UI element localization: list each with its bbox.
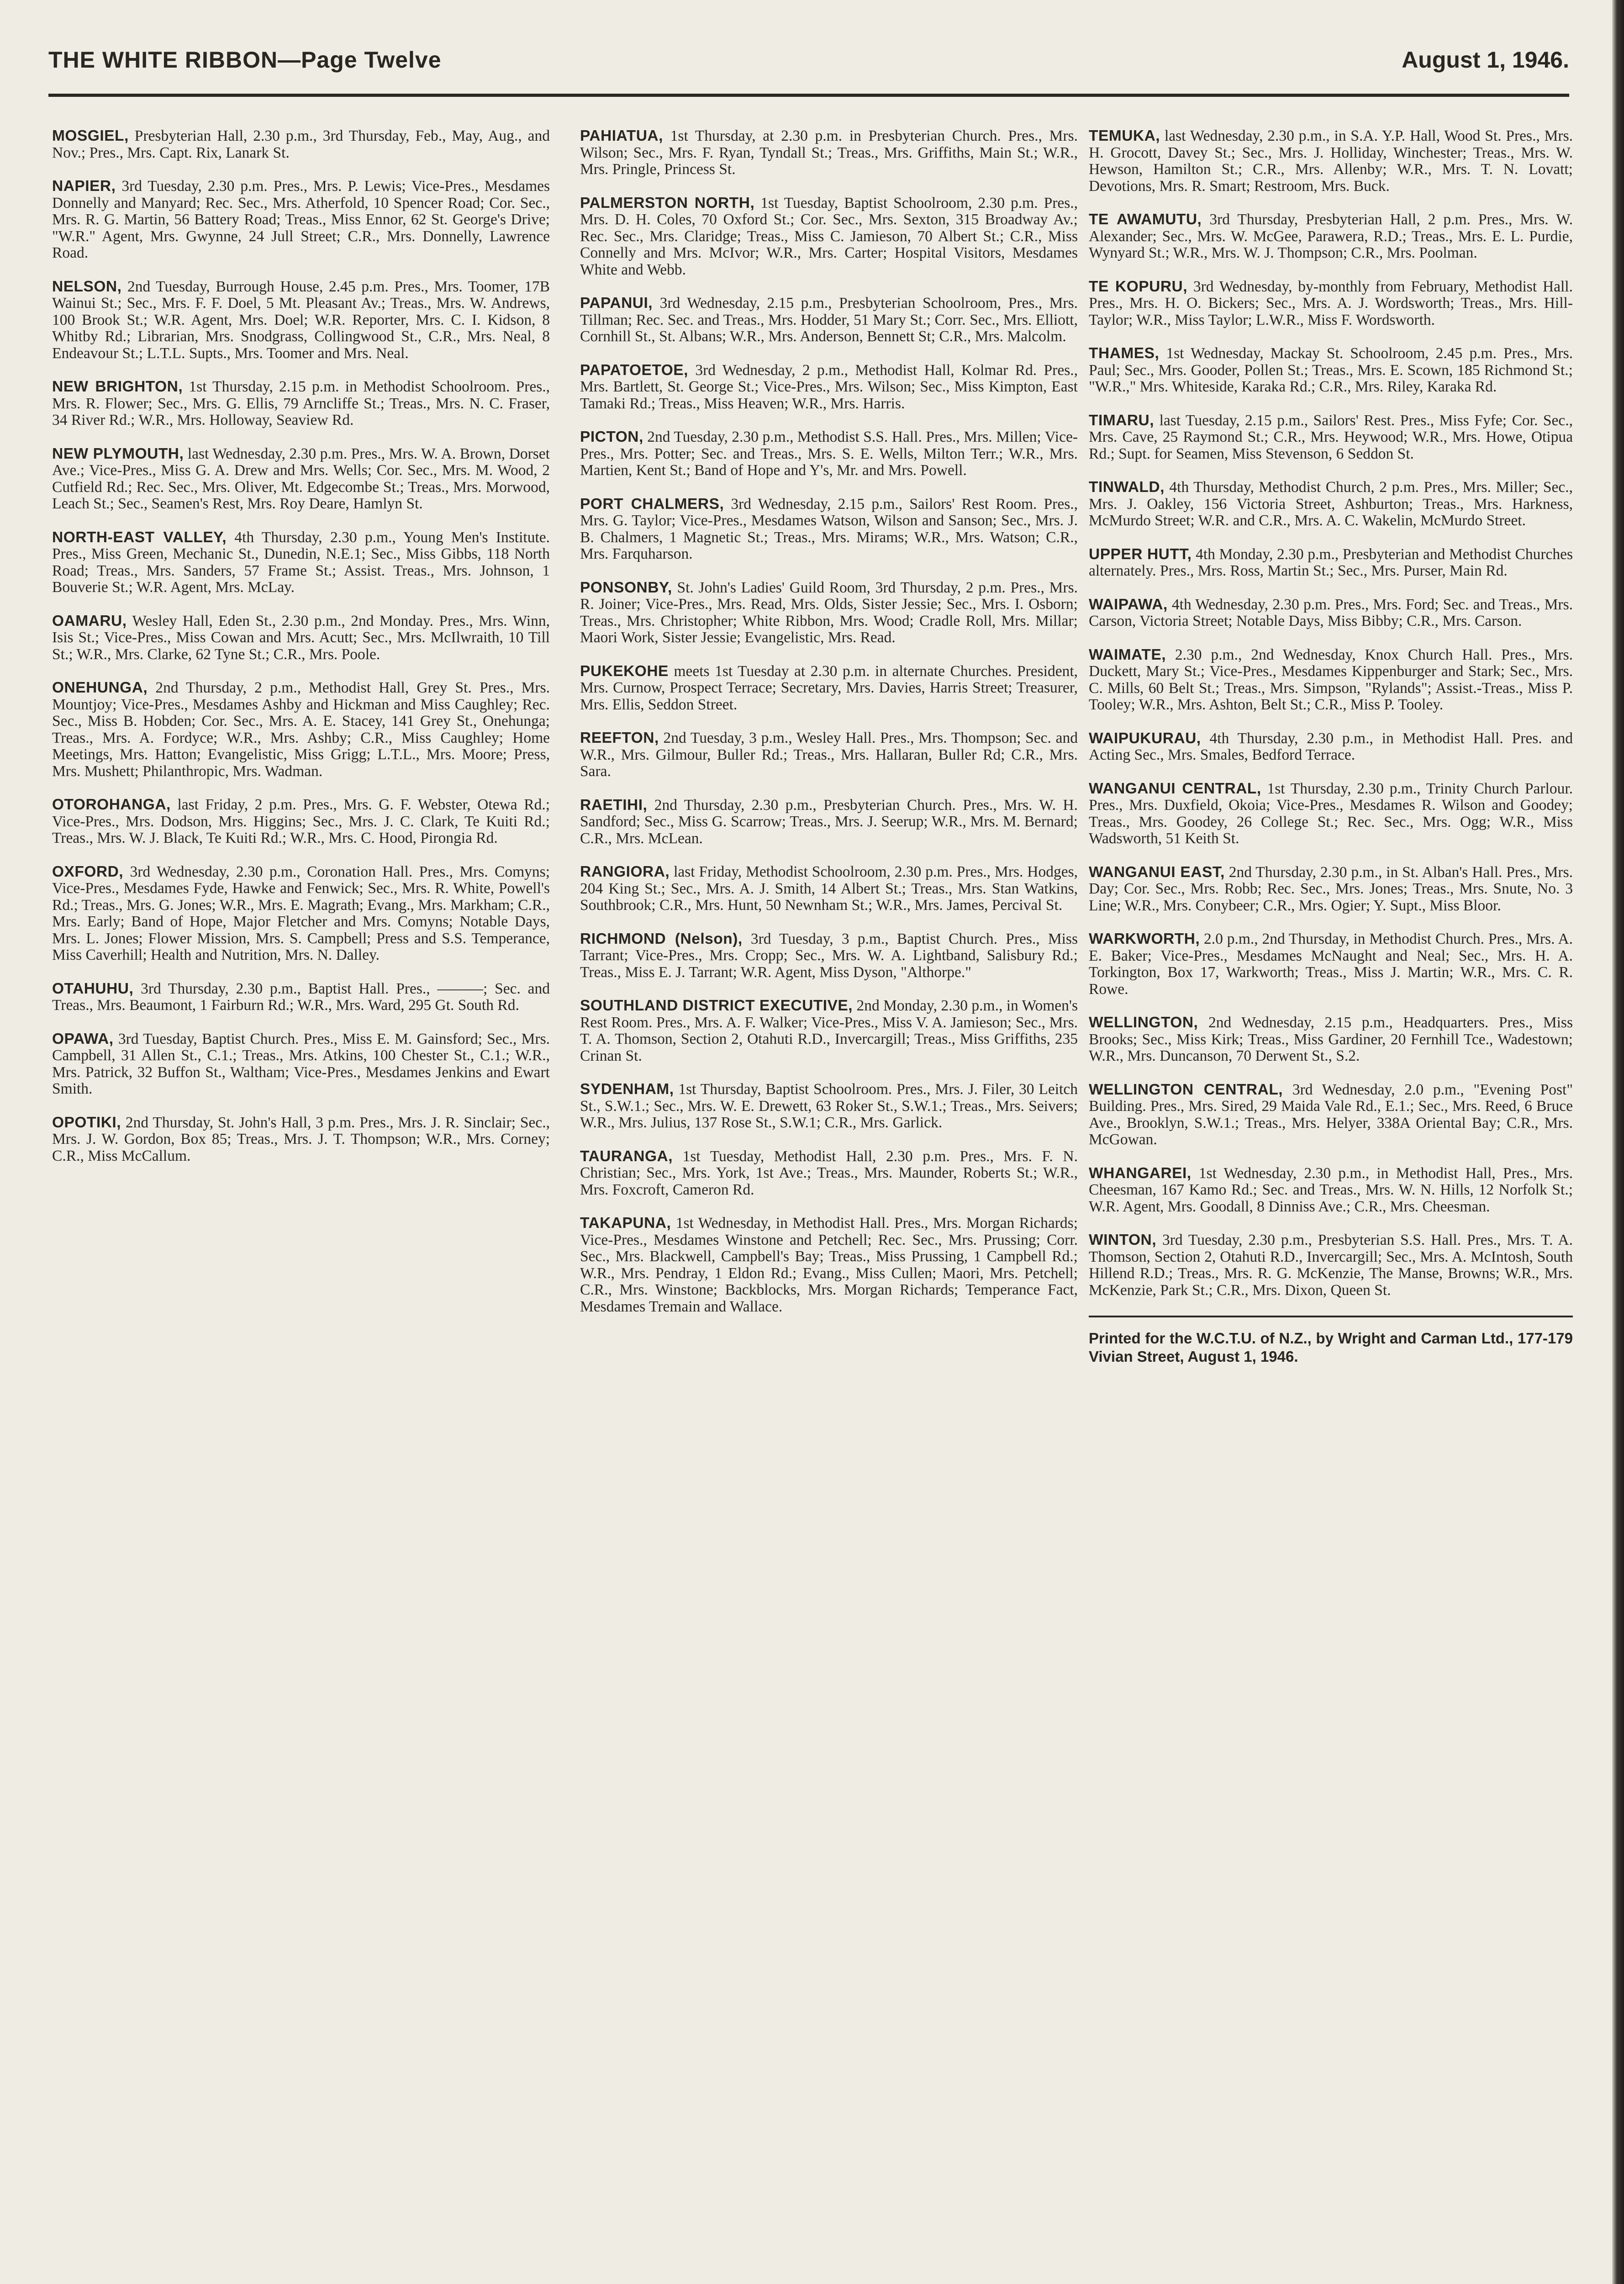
branch-details: 2nd Tuesday, 3 p.m., Wesley Hall. Pres., Mrs. Thompson; Sec. and W.R., Mrs. Gilmour, Buller Rd.; Treas., Mrs. Hallaran, Buller Rd; C.R., Mrs. Sara. — [580, 730, 1078, 780]
branch-name: NAPIER, — [52, 178, 116, 195]
printer-imprint: Printed for the W.C.T.U. of N.Z., by Wright and Carman Ltd., 177-179 Vivian Street, August 1, 1946. — [1089, 1330, 1573, 1365]
branch-details: 4th Thursday, 2.30 p.m., Young Men's Institute. Pres., Miss Green, Mechanic St., Dunedin, N.E.1; Sec., Miss Gibbs, 118 North Road; Treas., Mrs. Sanders, 57 Frame St.; Assist. Treas., Mrs. Johnson, 1 Bouverie St.; W.R. Agent, Mrs. McLay. — [52, 529, 550, 596]
branch-name: OPOTIKI, — [52, 1114, 121, 1131]
branch-details: last Wednesday, 2.30 p.m., in S.A. Y.P. Hall, Wood St. Pres., Mrs. H. Grocott, Davey St.; Sec., Mrs. J. Holliday, Winchester; Treas., Mrs. W. Hewson, Hamilton St.; C.R., Mrs. Allenby; W.R., Mrs. T. N. Lovatt; Devotions, Mrs. R. Smart; Restroom, Mrs. Buck. — [1089, 128, 1573, 195]
branch-entry — [52, 1031, 550, 1098]
branch-entry — [580, 663, 1078, 714]
branch-entry — [1089, 864, 1573, 915]
branch-name: OAMARU, — [52, 612, 127, 629]
branch-name: WANGANUI EAST, — [1089, 863, 1225, 881]
issue-date: August 1, 1946. — [1402, 47, 1569, 73]
branch-details: 3rd Tuesday, 2.30 p.m., Presbyterian S.S. Hall. Pres., Mrs. T. A. Thomson, Section 2, Otahuti R.D., Invercargill; Sec., Mrs. A. McIntosh, South Hillend R.D.; Treas., Mrs. R. G. McKenzie, The Manse, Browns; W.R., Mrs. McKenzie, Park St.; C.R., Mrs. Dixon, Queen St. — [1089, 1232, 1573, 1299]
branch-entry — [580, 1148, 1078, 1199]
branch-details: 2.30 p.m., 2nd Wednesday, Knox Church Hall. Pres., Mrs. Duckett, Mary St.; Vice-Pres., Mesdames Kippenburger and Stark; Sec., Mrs. C. Mills, 60 Belt St.; Treas., Mrs. Simpson, "Rylands"; Assist.-Treas., Miss P. Tooley; W.R., Mrs. Ashton, Belt St.; C.R., Miss P. Tooley. — [1089, 646, 1573, 713]
branch-details: 2nd Thursday, 2.30 p.m., Presbyterian Church. Pres., Mrs. W. H. Sandford; Sec., Miss G. Scarrow; Treas., Mrs. J. Seerup; W.R., Mrs. M. Bernard; C.R., Mrs. McLean. — [580, 796, 1078, 847]
branch-details: 2nd Tuesday, Burrough House, 2.45 p.m. Pres., Mrs. Toomer, 17B Wainui St.; Sec., Mrs. F. F. Doel, 5 Mt. Pleasant Av.; Treas., Mrs. W. Andrews, 100 Brook St.; W.R. Agent, Mrs. Doel; W.R. Reporter, Mrs. C. I. Kidson, 8 Whitby Rd.; Librarian, Mrs. Snodgrass, Collingwood St., C.R., Mrs. Neal, 8 Endeavour St.; L.T.L. Supts., Mrs. Toomer and Mrs. Neal. — [52, 278, 550, 362]
column-middle — [580, 128, 1078, 2284]
branch-entry — [580, 496, 1078, 563]
branch-details: last Wednesday, 2.30 p.m. Pres., Mrs. W. A. Brown, Dorset Ave.; Vice-Pres., Miss G. A. Drew and Mrs. Wells; Cor. Sec., Mrs. M. Wood, 2 Cutfield Rd.; Rec. Sec., Mrs. Oliver, Mt. Edgecombe St.; Treas., Mrs. Morwood, Leach St.; Sec., Seamen's Rest, Mrs. Roy Deare, Hamlyn St. — [52, 445, 550, 512]
branch-entry — [52, 446, 550, 513]
branch-details: last Friday, Methodist Schoolroom, 2.30 p.m. Pres., Mrs. Hodges, 204 King St.; Sec., Mrs. A. J. Smith, 14 Albert St.; Treas., Mrs. Stan Watkins, Southbrook; C.R., Mrs. Hunt, 50 Newnham St.; W.R., Mrs. James, Percival St. — [580, 863, 1078, 914]
branch-entry — [52, 1115, 550, 1165]
branch-details: 3rd Wednesday, 2 p.m., Methodist Hall, Kolmar Rd. Pres., Mrs. Bartlett, St. George St.; Vice-Pres., Mrs. Wilson; Sec., Miss Kimpton, East Tamaki Rd.; Treas., Miss Heaven; W.R., Mrs. Harris. — [580, 361, 1078, 412]
branch-details: 3rd Thursday, Presbyterian Hall, 2 p.m. Pres., Mrs. W. Alexander; Sec., Mrs. W. McGee, Parawera, R.D.; Treas., Mrs. E. L. Purdie, Wynyard St.; W.R., Mrs. W. J. Thompson; C.R., Mrs. Poolman. — [1089, 211, 1573, 261]
branch-name: PAPANUI, — [580, 295, 653, 312]
branch-entry — [580, 797, 1078, 847]
branch-details: 4th Wednesday, 2.30 p.m. Pres., Mrs. Ford; Sec. and Treas., Mrs. Carson, Victoria Street; Notable Days, Miss Bibby; C.R., Mrs. Carson. — [1089, 596, 1573, 629]
branch-details: 2.0 p.m., 2nd Thursday, in Methodist Church. Pres., Mrs. A. E. Baker; Vice-Pres., Mesdames McNaught and Neal; Sec., Mrs. H. A. Torkington, Box 17, Warkworth; Treas., Miss J. Martin; W.R., Mrs. C. R. Rowe. — [1089, 931, 1573, 998]
branch-details: 1st Wednesday, in Methodist Hall. Pres., Mrs. Morgan Richards; Vice-Pres., Mesdames Winstone and Petchell; Rec. Sec., Mrs. Prussing; Corr. Sec., Mrs. Blackwell, Campbell's Bay; Treas., Miss Prussing, 1 Campbell Rd.; W.R., Mrs. Pendray, 1 Eldon Rd.; Evang., Miss Cullen; Maori, Mrs. Petchell; C.R., Mrs. Winstone; Backblocks, Mrs. Morgan Richards; Temperance Fact, Mesdames Tremain and Wallace. — [580, 1215, 1078, 1315]
running-title: THE WHITE RIBBON—Page Twelve — [48, 47, 442, 73]
branch-name: TE KOPURU, — [1089, 278, 1188, 295]
branch-name: TE AWAMUTU, — [1089, 211, 1202, 228]
branch-name: TAKAPUNA, — [580, 1215, 671, 1232]
branch-details: 3rd Wednesday, 2.15 p.m., Presbyterian Schoolroom, Pres., Mrs. Tillman; Rec. Sec. and Treas., Mrs. Hodder, 51 Mary St.; Corr. Sec., Mrs. Elliott, Cornhill St., St. Albans; W.R., Mrs. Anderson, Bennett St; C.R., Mrs. Malcolm. — [580, 295, 1078, 345]
branch-name: RANGIORA, — [580, 863, 670, 880]
branch-details: 1st Thursday, 2.15 p.m. in Methodist Schoolroom. Pres., Mrs. R. Flower; Sec., Mrs. G. Ellis, 79 Arncliffe St.; Treas., Mrs. N. C. Fraser, 34 River Rd.; W.R., Mrs. Holloway, Seaview Rd. — [52, 378, 550, 428]
imprint-rule — [1089, 1316, 1573, 1317]
branch-name: UPPER HUTT, — [1089, 545, 1192, 563]
branch-details: St. John's Ladies' Guild Room, 3rd Thursday, 2 p.m. Pres., Mrs. R. Joiner; Vice-Pres., Mrs. Read, Mrs. Olds, Sister Jessie; Sec., Mrs. I. Osborn; Treas., Mrs. Christopher; White Ribbon, Mrs. Wood; Cradle Roll, Mrs. Millar; Maori Work, Sister Jessie; Evangelistic, Mrs. Read. — [580, 579, 1078, 646]
branch-name: WELLINGTON, — [1089, 1014, 1198, 1031]
branch-name: RICHMOND (Nelson), — [580, 930, 743, 947]
branch-entry — [1089, 1165, 1573, 1216]
branch-name: SYDENHAM, — [580, 1081, 674, 1098]
branch-entry — [580, 1081, 1078, 1131]
branch-entry — [1089, 345, 1573, 396]
branch-name: WINTON, — [1089, 1232, 1157, 1248]
branch-entry — [580, 580, 1078, 646]
branch-entry — [580, 931, 1078, 981]
branch-details: 3rd Thursday, 2.30 p.m., Baptist Hall. Pres., ———; Sec. and Treas., Mrs. Beaumont, 1 Fairburn Rd.; W.R., Mrs. Ward, 295 Gt. South Rd. — [52, 980, 550, 1014]
branch-details: 1st Tuesday, Methodist Hall, 2.30 p.m. Pres., Mrs. F. N. Christian; Sec., Mrs. York, 1st Ave.; Treas., Mrs. Maunder, Roberts St.; W.R., Mrs. Foxcroft, Cameron Rd. — [580, 1147, 1078, 1198]
branch-name: PAPATOETOE, — [580, 361, 688, 379]
branch-name: WARKWORTH, — [1089, 931, 1200, 947]
branch-entry — [1089, 479, 1573, 529]
branch-details: 1st Wednesday, 2.30 p.m., in Methodist Hall, Pres., Mrs. Cheesman, 167 Kamo Rd.; Sec. and Treas., Mrs. W. N. Hills, 12 Norfolk St.; W.R. Agent, Mrs. Goodall, 8 Dinniss Ave.; C.R., Mrs. Cheesman. — [1089, 1164, 1573, 1215]
branch-name: NEW BRIGHTON, — [52, 378, 183, 395]
branch-details: 4th Thursday, 2.30 p.m., in Methodist Hall. Pres. and Acting Sec., Mrs. Smales, Bedford Terrace. — [1089, 730, 1573, 763]
branch-name: WAIMATE, — [1089, 646, 1166, 663]
branch-name: PONSONBY, — [580, 579, 672, 596]
branch-name: RAETIHI, — [580, 796, 648, 814]
branch-details: meets 1st Tuesday at 2.30 p.m. in alternate Churches. President, Mrs. Curnow, Prospect Terrace; Secretary, Mrs. Davies, Harris Street; Treasurer, Mrs. Ellis, Seddon Street. — [580, 662, 1078, 713]
branch-entry — [580, 1215, 1078, 1315]
branch-entry — [1089, 412, 1573, 463]
branch-details: 1st Thursday, Baptist Schoolroom. Pres., Mrs. J. Filer, 30 Leitch St., S.W.1.; Sec., Mrs. W. E. Drewett, 63 Roker St., S.W.1.; Treas., Mrs. Seivers; W.R., Mrs. Julius, 137 Rose St., S.W.1; C.R., Mrs. Garlick. — [580, 1081, 1078, 1131]
branch-name: WHANGAREI, — [1089, 1164, 1192, 1182]
branch-entry — [1089, 546, 1573, 580]
branch-details: 4th Thursday, Methodist Church, 2 p.m. Pres., Mrs. Miller; Sec., Mrs. J. Oakley, 156 Victoria Street, Ashburton; Treas., Mrs. Harkness, McMurdo Street; W.R. and C.R., Mrs. A. C. Wakelin, McMurdo Street. — [1089, 479, 1573, 529]
branch-name: PUKEKOHE — [580, 662, 669, 680]
branch-name: PALMERSTON NORTH, — [580, 194, 755, 211]
branch-details: 1st Thursday, 2.30 p.m., Trinity Church Parlour. Pres., Mrs. Duxfield, Okoia; Vice-Pres., Mesdames R. Wilson and Goodey; Treas., Mrs. Goodey, 26 College St.; Rec. Sec., Mrs. Ogg; W.R., Miss Wadsworth, 51 Keith St. — [1089, 780, 1573, 847]
branch-details: Presbyterian Hall, 2.30 p.m., 3rd Thursday, Feb., May, Aug., and Nov.; Pres., Mrs. Capt. Rix, Lanark St. — [52, 128, 550, 161]
branch-name: PICTON, — [580, 428, 643, 445]
branch-name: REEFTON, — [580, 730, 659, 746]
branch-name: OTAHUHU, — [52, 980, 134, 997]
branch-name: WANGANUI CENTRAL, — [1089, 780, 1261, 797]
branch-entry — [580, 362, 1078, 412]
branch-entry — [1089, 1082, 1573, 1148]
branch-entry — [52, 680, 550, 780]
branch-details: 3rd Wednesday, 2.0 p.m., "Evening Post" Building. Pres., Mrs. Sired, 29 Maida Vale Rd., E.1.; Sec., Mrs. Reed, 6 Bruce Ave., Brooklyn, S.W.1.; Treas., Mrs. Helyer, 338A Oriental Bay; C.R., Mrs. McGowan. — [1089, 1081, 1573, 1148]
branch-details: last Friday, 2 p.m. Pres., Mrs. G. F. Webster, Otewa Rd.; Vice-Pres., Mrs. Dodson, Mrs. Higgins; Sec., Mrs. J. C. Clark, Te Kuiti Rd.; Treas., Mrs. W. J. Black, Te Kuiti Rd.; W.R., Mrs. C. Hood, Pirongia Rd. — [52, 796, 550, 846]
branch-details: 2nd Thursday, 2 p.m., Methodist Hall, Grey St. Pres., Mrs. Mountjoy; Vice-Pres., Mesdames Ashby and Hickman and Miss Caughley; Rec. Sec., Miss B. Hobden; Cor. Sec., Mrs. A. E. Stacey, 141 Grey St., Onehunga; Treas., Mrs. A. Fordyce; W.R., Mrs. Ashby; C.R., Miss Caughley; Home Meetings, Mrs. Hatton; Evangelistic, Miss Grigg; L.T.L., Mrs. Moore; Press, Mrs. Mushett; Philanthropic, Mrs. Wadman. — [52, 679, 550, 780]
branch-details: 4th Monday, 2.30 p.m., Presbyterian and Methodist Churches alternately. Pres., Mrs. Ross, Martin St.; Sec., Mrs. Purser, Main Rd. — [1089, 545, 1573, 579]
branch-name: ONEHUNGA, — [52, 679, 148, 696]
branch-details: 1st Thursday, at 2.30 p.m. in Presbyterian Church. Pres., Mrs. Wilson; Sec., Mrs. F. Ryan, Tyndall St.; Treas., Mrs. Griffiths, Main St.; W.R., Mrs. Pringle, Princess St. — [580, 128, 1078, 178]
branch-name: MOSGIEL, — [52, 128, 129, 144]
header-rule — [48, 94, 1569, 97]
branch-entry — [1089, 279, 1573, 329]
column-left — [52, 128, 550, 2284]
branch-details: 3rd Wednesday, 2.15 p.m., Sailors' Rest Room. Pres., Mrs. G. Taylor; Vice-Pres., Mesdames Watson, Wilson and Sanson; Sec., Mrs. J. B. Chalmers, 1 Magnetic St.; Treas., Mrs. Mirams; W.R., Mrs. Watson; C.R., Mrs. Farquharson. — [580, 495, 1078, 562]
branch-name: PORT CHALMERS, — [580, 495, 724, 513]
branch-entry — [52, 379, 550, 429]
branch-entry — [1089, 1232, 1573, 1299]
branch-entry — [1089, 730, 1573, 764]
branch-details: last Tuesday, 2.15 p.m., Sailors' Rest. Pres., Miss Fyfe; Cor. Sec., Mrs. Cave, 25 Raymond St.; C.R., Mrs. Heywood; W.R., Mrs. Howe, Otipua Rd.; Supt. for Seamen, Miss Stevenson, 6 Seddon St. — [1089, 412, 1573, 462]
column-right — [1089, 128, 1573, 2284]
branch-details: 3rd Tuesday, 2.30 p.m. Pres., Mrs. P. Lewis; Vice-Pres., Mesdames Donnelly and Manyard; Rec. Sec., Mrs. Atherfold, 10 Spencer Road; Cor. Sec., Mrs. R. G. Martin, 56 Battery Road; Treas., Miss Ennor, 62 St. George's Drive; "W.R." Agent, Mrs. Gwynne, 24 Jull Street; C.R., Mrs. Donnelly, Lawrence Road. — [52, 178, 550, 261]
column-right-entries — [1089, 128, 1573, 1299]
branch-entry — [52, 981, 550, 1014]
branch-entry — [52, 128, 550, 161]
branch-name: SOUTHLAND DISTRICT EXECUTIVE, — [580, 997, 853, 1014]
branch-details: 2nd Wednesday, 2.15 p.m., Headquarters. Pres., Miss Brooks; Sec., Miss Kirk; Treas., Miss Gardiner, 20 Fernhill Tce., Wadestown; W.R., Mrs. Duncanson, 70 Derwent St., S.2. — [1089, 1014, 1573, 1064]
branch-details: 2nd Tuesday, 2.30 p.m., Methodist S.S. Hall. Pres., Mrs. Millen; Vice-Pres., Mrs. Potter; Sec. and Treas., Mrs. S. E. Wells, Milton Terr.; W.R., Mrs. Martien, Kent St.; Band of Hope and Y's, Mr. and Mrs. Powell. — [580, 428, 1078, 479]
branch-name: TAURANGA, — [580, 1147, 673, 1165]
branch-entry — [1089, 647, 1573, 714]
branch-entry — [52, 178, 550, 262]
branch-entry — [1089, 211, 1573, 262]
branch-name: NELSON, — [52, 278, 122, 295]
branch-entry — [1089, 781, 1573, 847]
branch-entry — [1089, 931, 1573, 998]
branch-name: WAIPAWA, — [1089, 596, 1168, 613]
branch-details: 3rd Wednesday, by-monthly from February, Methodist Hall. Pres., Mrs. H. O. Bickers; Sec., Mrs. A. J. Wordsworth; Treas., Mrs. Hill-Taylor; W.R., Miss Taylor; L.W.R., Miss F. Wordsworth. — [1089, 278, 1573, 328]
branch-entry — [52, 613, 550, 663]
branch-entry — [580, 730, 1078, 780]
branch-details: 2nd Monday, 2.30 p.m., in Women's Rest Room. Pres., Mrs. A. F. Walker; Vice-Pres., Miss V. A. Jamieson; Sec., Mrs. T. A. Thomson, Section 2, Otahuti R.D., Invercargill; Treas., Miss Griffiths, 235 Crinan St. — [580, 997, 1078, 1064]
branch-details: 2nd Thursday, St. John's Hall, 3 p.m. Pres., Mrs. J. R. Sinclair; Sec., Mrs. J. W. Gordon, Box 85; Treas., Mrs. J. T. Thompson; W.R., Mrs. Corney; C.R., Miss McCallum. — [52, 1114, 550, 1164]
branch-details: Wesley Hall, Eden St., 2.30 p.m., 2nd Monday. Pres., Mrs. Winn, Isis St.; Vice-Pres., Miss Cowan and Mrs. Acutt; Sec., Mrs. McIlwraith, 10 Till St.; W.R., Mrs. Clarke, 62 Tyne St.; C.R., Mrs. Poole. — [52, 612, 550, 663]
branch-entry — [1089, 128, 1573, 195]
branch-details: 1st Wednesday, Mackay St. Schoolroom, 2.45 p.m. Pres., Mrs. Paul; Sec., Mrs. Gooder, Pollen St.; Treas., Mrs. E. Scown, 185 Richmond St.; "W.R.," Mrs. Whiteside, Karaka Rd.; C.R., Mrs. Riley, Karaka Rd. — [1089, 345, 1573, 395]
branch-details: 3rd Tuesday, Baptist Church. Pres., Miss E. M. Gainsford; Sec., Mrs. Campbell, 31 Allen St., C.1.; Treas., Mrs. Atkins, 100 Chester St., C.1.; W.R., Mrs. Patrick, 32 Buffon St., Waltham; Vice-Pres., Mesdames Jenkins and Ewart Smith. — [52, 1030, 550, 1097]
branch-name: OPAWA, — [52, 1030, 114, 1047]
branch-name: WELLINGTON CENTRAL, — [1089, 1081, 1283, 1098]
branch-details: 2nd Thursday, 2.30 p.m., in St. Alban's Hall. Pres., Mrs. Day; Cor. Sec., Mrs. Robb; Rec. Sec., Mrs. Jones; Treas., Mrs. Snute, No. 3 Line; W.R., Mrs. Conybeer; C.R., Mrs. Ogier; Y. Supt., Miss Bloor. — [1089, 863, 1573, 914]
branch-name: TINWALD, — [1089, 479, 1165, 496]
branch-name: THAMES, — [1089, 345, 1160, 362]
branch-entry — [52, 864, 550, 964]
branch-details: 1st Tuesday, Baptist Schoolroom, 2.30 p.m. Pres., Mrs. D. H. Coles, 70 Oxford St.; Cor. Sec., Mrs. Sexton, 315 Broadway Av.; Rec. Sec., Mrs. Claridge; Treas., Miss C. Jamieson, 70 Albert St.; C.R., Miss Connelly and Mrs. McIvor; W.R., Mrs. Carter; Hospital Visitors, Mesdames White and Webb. — [580, 194, 1078, 278]
branch-entry — [580, 195, 1078, 279]
branch-entry — [580, 864, 1078, 914]
branch-entry — [580, 429, 1078, 479]
branch-name: OTOROHANGA, — [52, 796, 171, 813]
branch-entry — [580, 128, 1078, 178]
branch-name: TEMUKA, — [1089, 128, 1160, 144]
branch-entry — [52, 797, 550, 847]
page-edge-shadow — [1612, 0, 1624, 2284]
branch-details: 3rd Tuesday, 3 p.m., Baptist Church. Pres., Miss Tarrant; Vice-Pres., Mrs. Cropp; Sec., Mrs. W. A. Lightband, Salisbury Rd.; Treas., Miss E. J. Tarrant; W.R. Agent, Miss Dyson, "Althorpe." — [580, 930, 1078, 981]
branch-entry — [580, 295, 1078, 345]
branch-name: PAHIATUA, — [580, 128, 663, 144]
branch-entry — [52, 529, 550, 596]
branch-entry — [1089, 597, 1573, 630]
page-header — [48, 42, 1569, 86]
branch-details: 3rd Wednesday, 2.30 p.m., Coronation Hall. Pres., Mrs. Comyns; Vice-Pres., Mesdames Fyde, Hawke and Fenwick; Sec., Mrs. R. White, Powell's Rd.; Treas., Mrs. G. Jones; W.R., Mrs. E. Magrath; Evang., Mrs. Markham; C.R., Mrs. Early; Band of Hope, Major Fletcher and Mrs. Comyns; Notable Days, Mrs. L. Jones; Flower Mission, Mrs. S. Campbell; Press and S.S. Temperance, Miss Caverhill; Health and Nutrition, Mrs. N. Dalley. — [52, 863, 550, 963]
branch-name: TIMARU, — [1089, 412, 1155, 429]
branch-entry — [1089, 1015, 1573, 1065]
branch-name: WAIPUKURAU, — [1089, 730, 1201, 747]
branch-entry — [52, 279, 550, 362]
branch-entry — [580, 998, 1078, 1064]
branch-name: NEW PLYMOUTH, — [52, 445, 184, 462]
branch-name: NORTH-EAST VALLEY, — [52, 529, 227, 546]
branch-name: OXFORD, — [52, 863, 124, 880]
